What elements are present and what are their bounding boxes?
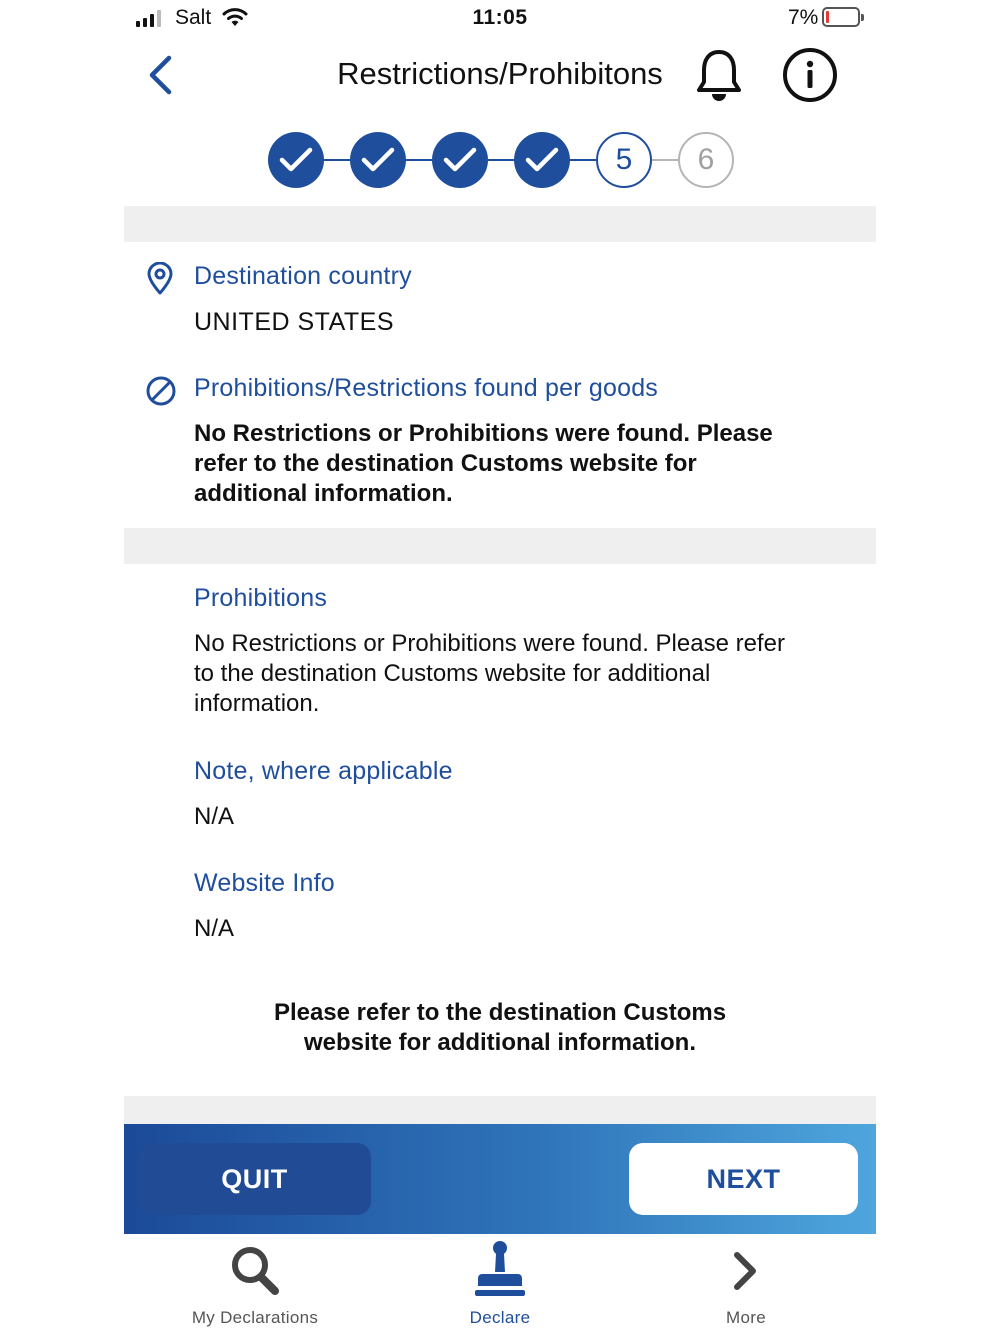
website-info-label: Website Info [194,869,335,897]
tab-label: More [726,1308,766,1327]
quit-button[interactable]: QUIT [138,1143,371,1215]
step-4-done [514,132,570,188]
prohibitions-label: Prohibitions [194,584,328,612]
status-time: 11:05 [472,6,528,29]
tab-label: Declare [469,1308,531,1327]
check-icon [279,147,313,173]
customs-note: Please refer to the destination Customs website for additional information. [273,999,727,1056]
section-divider [124,528,876,564]
step-2-done [350,132,406,188]
search-icon [229,1244,281,1298]
info-icon[interactable] [782,47,838,103]
step-1-done [268,132,324,188]
tab-label: My Declarations [191,1308,319,1327]
stamp-icon [472,1240,528,1300]
next-button[interactable]: NEXT [629,1143,858,1215]
chevron-left-icon[interactable] [140,52,180,98]
prohibitions-value: No Restrictions or Prohibitions were found. Please refer to the destination Customs website for additional information. [194,630,785,717]
check-icon [443,147,477,173]
restrictions-found-label: Prohibitions/Restrictions found per goods [194,374,659,402]
note-value: N/A [194,803,235,830]
action-bar [124,1124,876,1234]
progress-stepper [268,132,732,188]
step-6-todo: 6 [678,132,734,188]
chevron-right-icon [730,1250,760,1292]
website-info-value: N/A [194,915,235,942]
location-pin-icon [146,262,174,296]
prohibited-icon [145,375,177,407]
battery-percent: 7% [788,6,819,29]
page-title: Restrictions/Prohibitons [337,56,663,91]
carrier-name: Salt [175,6,212,29]
battery-icon [822,7,860,27]
restrictions-found-value: No Restrictions or Prohibitions were found. Please refer to the destination Customs website for additional information. [194,420,773,507]
destination-country-value: UNITED STATES [194,308,395,336]
check-icon [525,147,559,173]
status-bar [124,0,876,36]
section-divider [124,1096,876,1124]
step-5-current: 5 [596,132,652,188]
step-3-done [432,132,488,188]
section-divider [124,206,876,242]
check-icon [361,147,395,173]
bell-icon[interactable] [694,48,744,104]
destination-country-label: Destination country [194,262,412,290]
note-label: Note, where applicable [194,757,453,785]
